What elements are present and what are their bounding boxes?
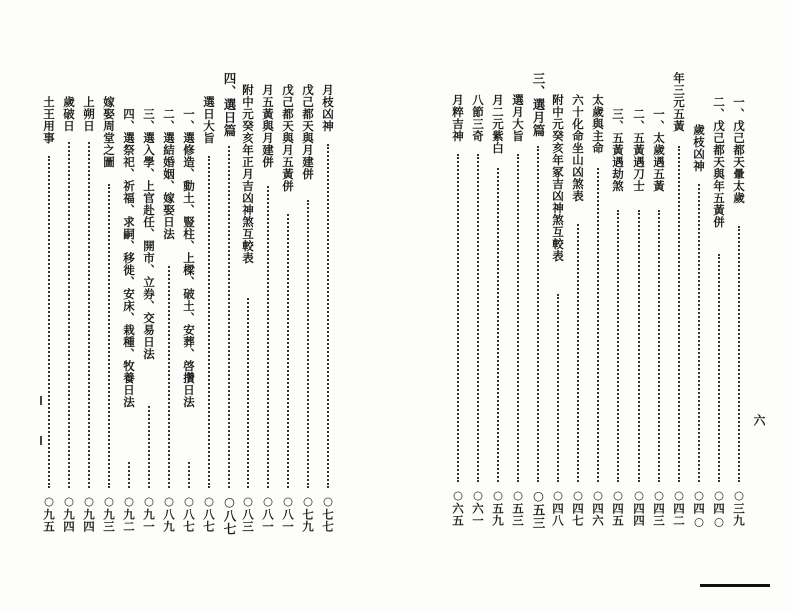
toc-entry-title: 月五黃與月建併 [261,84,275,168]
toc-entry-title: 二、戊己都天與年五黃併 [712,96,726,228]
dot-leader [678,146,680,482]
toc-entry [261,84,275,533]
toc-page-number: ○四八 [551,488,565,527]
dot-leader [638,210,640,482]
toc-page-number: ○九二 [122,494,136,533]
toc-entry-title: 一、選修造、動土、豎柱、上樑、破土、安葬、啓攢日法 [182,108,196,408]
toc-entry [732,96,746,527]
toc-entry-title: 嫁娶周堂之圖 [102,96,116,168]
toc-entry [611,108,625,527]
toc-entry [301,84,315,533]
toc-page-number: ○五三 [531,488,546,530]
dot-leader [128,462,130,488]
toc-entry-title: 三、選月篇 [531,72,546,137]
toc-page-number: ○三九 [732,488,746,527]
toc-entry [491,94,505,527]
toc-entry-title: 土王用事 [42,96,56,144]
toc-entry [591,94,605,527]
toc-entry-title: 四、選祭祀、祈福、求嗣、移徙、安床、栽種、牧養日法 [122,108,136,408]
toc-entry [632,108,646,527]
toc-entry [62,96,76,533]
toc-page-number: ○四○ [692,488,706,529]
toc-entry [712,96,726,529]
dot-leader [228,146,230,488]
toc-entry [241,84,255,533]
toc-entry-title: 二、五黃遇刀士 [632,108,646,192]
toc-page-number: ○五三 [511,488,525,527]
toc-entry-title: 上朔日 [82,96,96,132]
toc-page-number: ○七九 [301,494,315,533]
dot-leader [88,142,90,488]
toc-entry-title: 附中元癸亥年冢吉凶神煞互較表 [551,94,565,262]
toc-page-number: ○五九 [491,488,505,527]
toc-page-number: ○六五 [451,488,465,527]
toc-entry [202,96,216,533]
dot-leader [108,184,110,488]
toc-page-number: ○九一 [142,494,156,533]
toc-page-number: ○八三 [241,494,255,533]
dot-leader [718,254,720,482]
dot-leader [537,146,539,482]
toc-entry-title: 三、選入學、上官赴任、開市、立券、交易日法 [142,108,156,360]
dot-leader [738,226,740,482]
dot-leader [577,224,579,482]
toc-page-number: ○八七 [202,494,216,533]
dot-leader [698,184,700,482]
toc-entry-title: 選月大旨 [511,94,525,142]
toc-entry [102,96,116,533]
toc-section-heading [222,72,237,536]
dot-leader [148,406,150,488]
toc-page-number: ○四六 [591,488,605,527]
dot-leader [48,156,50,488]
toc-page-number: ○九三 [102,494,116,533]
dot-leader [557,294,559,482]
toc-entry-title: 戊己都天與月五黃併 [281,84,295,192]
toc-page-number: ○四○ [712,488,726,529]
toc-entry-title: 附中元癸亥年正月吉凶神煞互較表 [241,84,255,264]
toc-page-number: ○四二 [672,488,686,527]
toc-entry [652,108,666,527]
toc-entry [281,84,295,533]
toc-page-number: ○四七 [571,488,585,527]
toc-entry [471,94,485,527]
dot-leader [287,214,289,488]
toc-page-number: ○六一 [471,488,485,527]
toc-entry [42,96,56,533]
page-marker: 六 [752,414,766,427]
toc-entry-title: 歲破日 [62,96,76,132]
dot-leader [477,154,479,482]
toc-section-heading [531,72,546,530]
toc-entry-title: 月枝凶神 [321,84,335,132]
toc-entry-title: 月粹吉神 [451,94,465,142]
dot-leader [658,210,660,482]
dot-leader [457,154,459,482]
toc-entry-title: 選日大旨 [202,96,216,144]
dot-leader [188,462,190,488]
toc-entry [82,96,96,533]
toc-page-number: ○七七 [321,494,335,533]
toc-entry [122,108,136,533]
toc-page-number: ○八七 [182,494,196,533]
dot-leader [208,156,210,488]
toc-page-number: ○四五 [611,488,625,527]
toc-page-number: ○八一 [281,494,295,533]
toc-entry-title: 一、戊己都天暈太歲 [732,96,746,204]
toc-entry [692,124,706,529]
toc-page-number: ○九四 [62,494,76,533]
dot-leader [307,200,309,488]
toc-page-number: ○九四 [82,494,96,533]
toc-entry-title: 月二元紫白 [491,94,505,154]
dot-leader [597,168,599,482]
toc-entry [321,84,335,533]
toc-entry-title: 四、選日篇 [222,72,237,137]
left-margin-mark [40,396,42,405]
toc-entry [142,108,156,533]
dot-leader [517,154,519,482]
dot-leader [497,168,499,482]
toc-entry-title: 三、五黃遇劫煞 [611,108,625,192]
toc-entry-title: 戊己都天與月建併 [301,84,315,180]
toc-page-number: ○八一 [261,494,275,533]
toc-page-number: ○四三 [652,488,666,527]
toc-page-number: ○九五 [42,494,56,533]
toc-page-number: ○八七 [222,494,237,536]
toc-entry [511,94,525,527]
left-margin-mark [40,436,42,445]
toc-entry-title: 歲枝凶神 [692,124,706,172]
toc-entry [162,108,176,533]
toc-entry-title: 年三元五黃 [672,72,686,132]
dot-leader [168,266,170,488]
dot-leader [267,186,269,488]
dot-leader [68,142,70,488]
dot-leader [617,210,619,482]
toc-entry [451,94,465,527]
toc-entry-title: 八節三奇 [471,94,485,142]
toc-entry [672,72,686,527]
toc-entry-title: 一、太歲遇五黃 [652,108,666,192]
toc-page-number: ○八九 [162,494,176,533]
dot-leader [247,298,249,488]
bottom-rule [700,584,770,587]
toc-entry-title: 六十化命坐山凶煞表 [571,94,585,202]
dot-leader [327,144,329,488]
toc-entry-title: 二、選結婚姻、嫁娶日法 [162,108,176,240]
toc-entry [182,108,196,533]
toc-entry-title: 太歲與主命 [591,94,605,154]
toc-entry [571,94,585,527]
toc-page-number: ○四四 [632,488,646,527]
toc-entry [551,94,565,527]
